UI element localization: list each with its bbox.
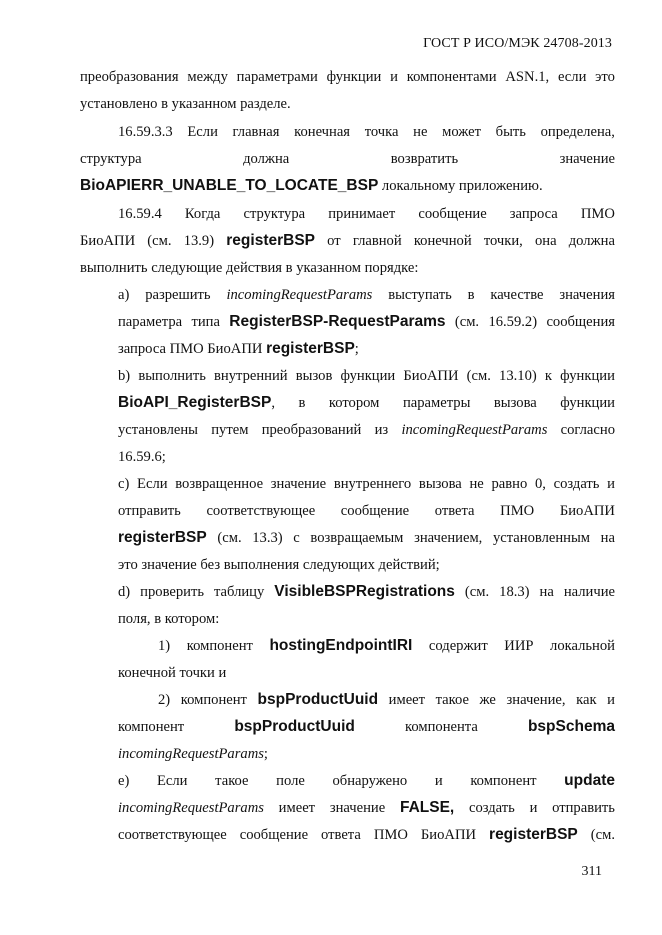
text-line: 16.59.6; — [118, 449, 166, 465]
code-term: update — [564, 772, 615, 789]
text-line: конечной точки и — [118, 665, 227, 681]
code-term: FALSE, — [399, 799, 455, 816]
text-line: incomingRequestParams имеет значение FALSE, создать и отправить — [118, 799, 615, 816]
text-line: incomingRequestParams; — [118, 746, 268, 762]
code-term: registerBSP — [226, 232, 315, 249]
text-line: параметра типа RegisterBSP-RequestParams (см. 16.59.2) сообщения — [118, 313, 615, 330]
list-item-e: е) Если такое поле обнаружено и компонент update — [118, 772, 615, 789]
text-line: отправить соответствующее сообщение ответа ПМО БиоАПИ — [118, 503, 615, 519]
text-line: установлены путем преобразований из incomingRequestParams согласно — [118, 422, 615, 438]
page-number: 311 — [581, 864, 602, 879]
code-term: registerBSP — [266, 340, 355, 357]
code-term: bspProductUuid — [257, 691, 379, 708]
text-line: преобразования между параметрами функции и компонентами ASN.1, если это — [80, 69, 615, 85]
list-item-d: d) проверить таблицу VisibleBSPRegistrations (см. 18.3) на наличие — [118, 583, 615, 600]
code-term: BioAPI_RegisterBSP — [118, 394, 272, 411]
sub-item-2: 2) компонент bspProductUuid имеет такое же значение, как и — [158, 691, 615, 708]
code-term: BioAPIERR_UNABLE_TO_LOCATE_BSP — [80, 177, 379, 194]
code-term: hostingEndpointIRI — [269, 637, 413, 654]
text-line: установлено в указанном разделе. — [80, 96, 291, 112]
text-line: компонент bspProductUuid компонента bspSchema — [118, 718, 615, 735]
clause-16-59-4: 16.59.4 Когда структура принимает сообщение запроса ПМО — [118, 206, 615, 222]
sub-item-1: 1) компонент hostingEndpointIRI содержит ИИР локальной — [158, 637, 615, 654]
text-line: BioAPIERR_UNABLE_TO_LOCATE_BSP локальному приложению. — [80, 177, 543, 194]
list-item-a: а) разрешить incomingRequestParams выступать в качестве значения — [118, 287, 615, 303]
text-line: поля, в котором: — [118, 611, 220, 627]
text-line: выполнить следующие действия в указанном порядке: — [80, 260, 419, 276]
text-line: соответствующее сообщение ответа ПМО БиоАПИ registerBSP (см. — [118, 826, 615, 843]
list-item-b: b) выполнить внутренний вызов функции БиоАПИ (см. 13.10) к функции — [118, 368, 615, 384]
code-term: registerBSP — [489, 826, 578, 843]
text-line: БиоАПИ (см. 13.9) registerBSP от главной конечной точки, она должна — [80, 232, 615, 249]
list-item-c: с) Если возвращенное значение внутреннего вызова не равно 0, создать и — [118, 476, 615, 492]
text-line: это значение без выполнения следующих действий; — [118, 557, 440, 573]
page-header-standard: ГОСТ Р ИСО/МЭК 24708-2013 — [423, 36, 612, 51]
text-line: registerBSP (см. 13.3) с возвращаемым значением, установленным на — [118, 529, 615, 546]
code-term: bspSchema — [527, 718, 615, 735]
code-term: RegisterBSP-RequestParams — [229, 313, 446, 330]
code-term: bspProductUuid — [234, 718, 355, 735]
text-line: структура должна возвратить значение — [80, 151, 615, 167]
text-line: BioAPI_RegisterBSP, в котором параметры вызова функции — [118, 394, 615, 411]
code-term: registerBSP — [118, 529, 207, 546]
italic-term: incomingRequestParams — [226, 287, 373, 303]
clause-16-59-3-3: 16.59.3.3 Если главная конечная точка не может быть определена, — [118, 124, 615, 140]
text-line: запроса ПМО БиоАПИ registerBSP; — [118, 340, 359, 357]
italic-term: incomingRequestParams — [118, 746, 264, 762]
italic-term: incomingRequestParams — [118, 800, 264, 816]
italic-term: incomingRequestParams — [401, 422, 548, 438]
code-term: VisibleBSPRegistrations — [274, 583, 455, 600]
